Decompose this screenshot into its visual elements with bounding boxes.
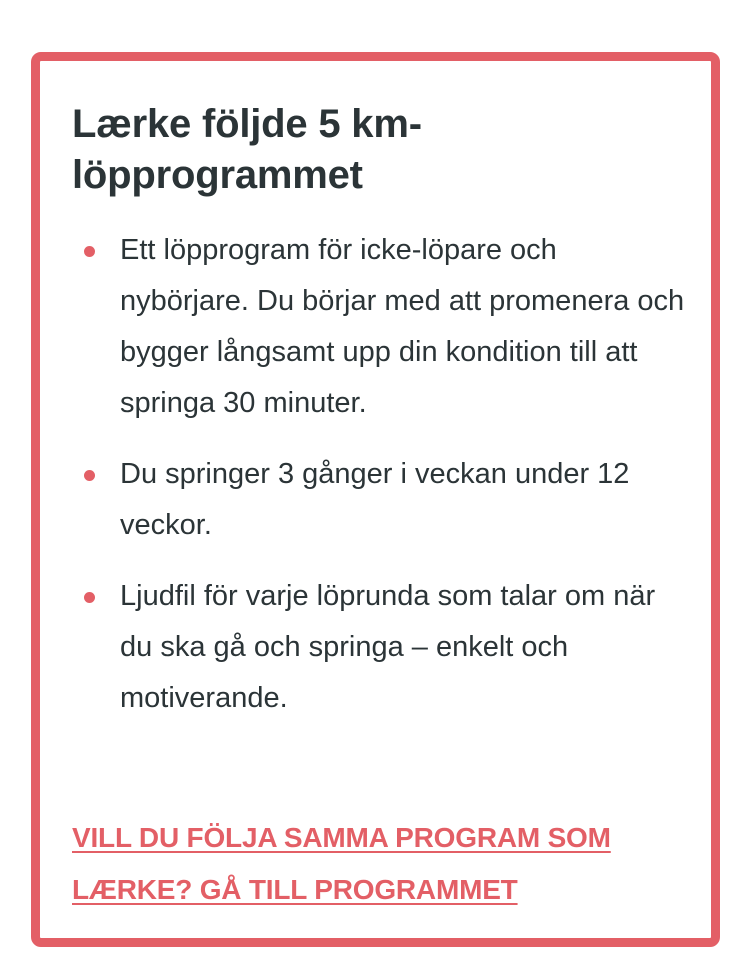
- program-card: [31, 52, 720, 947]
- list-item: [72, 571, 692, 724]
- bullet-icon: [84, 470, 95, 481]
- feature-text: Ett löpprogram för icke-löpare och nybörjare. Du börjar med att promenera och bygger långsamt upp din kondition till att springa 30 minuter.: [120, 234, 685, 419]
- bullet-icon: [84, 246, 95, 257]
- list-item: [72, 225, 692, 429]
- feature-list: [72, 225, 692, 744]
- feature-text: Du springer 3 gånger i veckan under 12 veckor.: [120, 458, 630, 541]
- go-to-program-link[interactable]: VILL DU FÖLJA SAMMA PROGRAM SOM LÆRKE? GÅ TILL PROGRAMMET: [72, 822, 611, 905]
- feature-text: Ljudfil för varje löprunda som talar om när du ska gå och springa – enkelt och motiverande.: [120, 580, 656, 714]
- list-item: [72, 449, 692, 551]
- card-title: Lærke följde 5 km-löpprogrammet: [72, 102, 422, 197]
- bullet-icon: [84, 592, 95, 603]
